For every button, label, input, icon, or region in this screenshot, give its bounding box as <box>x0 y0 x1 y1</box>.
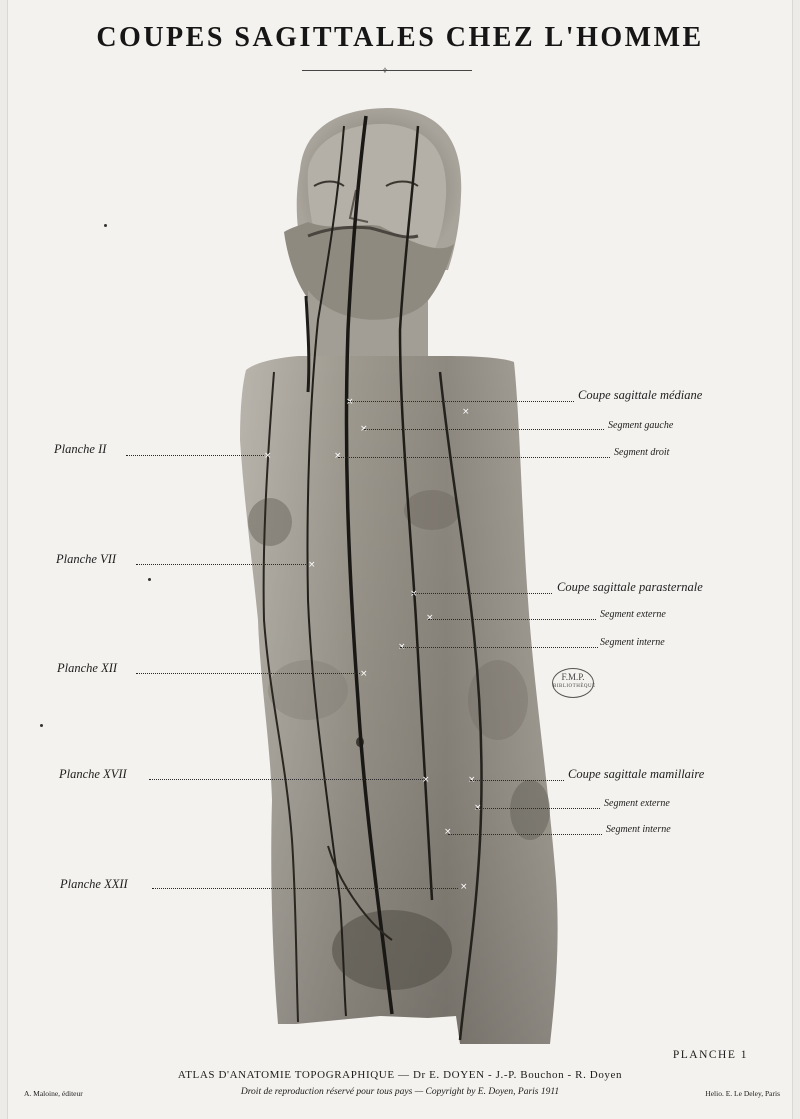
label-parasternale-segment-interne: Segment interne <box>600 637 665 648</box>
label-mamillaire-segment-externe: Segment externe <box>604 798 670 809</box>
svg-text:×: × <box>346 397 354 407</box>
ornament-icon: ⟡ <box>382 66 388 76</box>
label-planche-xvii: Planche XVII <box>59 767 127 781</box>
leader-mediane <box>348 401 574 402</box>
leader-planche-xii <box>136 673 360 674</box>
label-mamillaire-segment-interne: Segment interne <box>606 824 671 835</box>
footer-copyright: Droit de reproduction réservé pour tous pays — Copyright by E. Doyen, Paris 1911 <box>240 1087 560 1097</box>
speck <box>148 578 151 581</box>
leader-mamillaire-interne <box>448 834 602 835</box>
page-title: COUPES SAGITTALES CHEZ L'HOMME <box>96 22 704 53</box>
svg-text:×: × <box>426 613 434 623</box>
leader-parasternale <box>412 593 552 594</box>
library-stamp <box>552 668 594 698</box>
leader-mamillaire <box>470 780 564 781</box>
svg-text:×: × <box>398 642 406 652</box>
svg-text:×: × <box>474 803 482 813</box>
svg-text:×: × <box>462 407 470 417</box>
leader-mamillaire-externe <box>476 808 600 809</box>
footer-publisher: A. Maloine, éditeur <box>24 1089 83 1098</box>
svg-text:×: × <box>410 589 418 599</box>
footer-printer: Helio. E. Le Deley, Paris <box>705 1089 780 1098</box>
svg-text:×: × <box>264 451 272 461</box>
label-coupe-parasternale: Coupe sagittale parasternale <box>557 580 703 594</box>
label-parasternale-segment-externe: Segment externe <box>600 609 666 620</box>
anatomical-photograph <box>8 0 792 1119</box>
leader-parasternale-externe <box>428 619 596 620</box>
svg-text:×: × <box>444 827 452 837</box>
stamp-line-1: F.M.P. <box>561 672 585 682</box>
svg-text:×: × <box>360 669 368 679</box>
label-planche-xii: Planche XII <box>57 661 118 675</box>
leader-mediane-droit <box>338 457 610 458</box>
leader-planche-ii <box>126 455 264 456</box>
svg-text:×: × <box>422 775 430 785</box>
speck <box>104 224 107 227</box>
label-mediane-segment-gauche: Segment gauche <box>608 420 674 431</box>
label-coupe-mediane: Coupe sagittale médiane <box>578 388 703 402</box>
svg-text:×: × <box>334 451 342 461</box>
label-coupe-mamillaire: Coupe sagittale mamillaire <box>568 767 705 781</box>
leader-planche-xxii <box>152 888 458 889</box>
label-planche-vii: Planche VII <box>56 552 117 566</box>
svg-text:×: × <box>468 775 476 785</box>
svg-text:×: × <box>308 560 316 570</box>
label-mediane-segment-droit: Segment droit <box>614 447 670 458</box>
footer-atlas-credit: ATLAS D'ANATOMIE TOPOGRAPHIQUE — Dr E. DOYEN - J.-P. Bouchon - R. Doyen <box>177 1069 623 1081</box>
plate-number: PLANCHE 1 <box>672 1049 748 1061</box>
leader-planche-vii <box>136 564 308 565</box>
stamp-line-2: BIBLIOTHÈQUE <box>553 684 596 689</box>
svg-text:×: × <box>360 424 368 434</box>
leader-parasternale-interne <box>400 647 598 648</box>
label-planche-ii: Planche II <box>54 442 107 456</box>
leader-mediane-gauche <box>364 429 604 430</box>
label-planche-xxii: Planche XXII <box>60 877 128 891</box>
speck <box>40 724 43 727</box>
atlas-page <box>8 0 792 1119</box>
leader-planche-xvii <box>149 779 423 780</box>
svg-text:×: × <box>460 882 468 892</box>
